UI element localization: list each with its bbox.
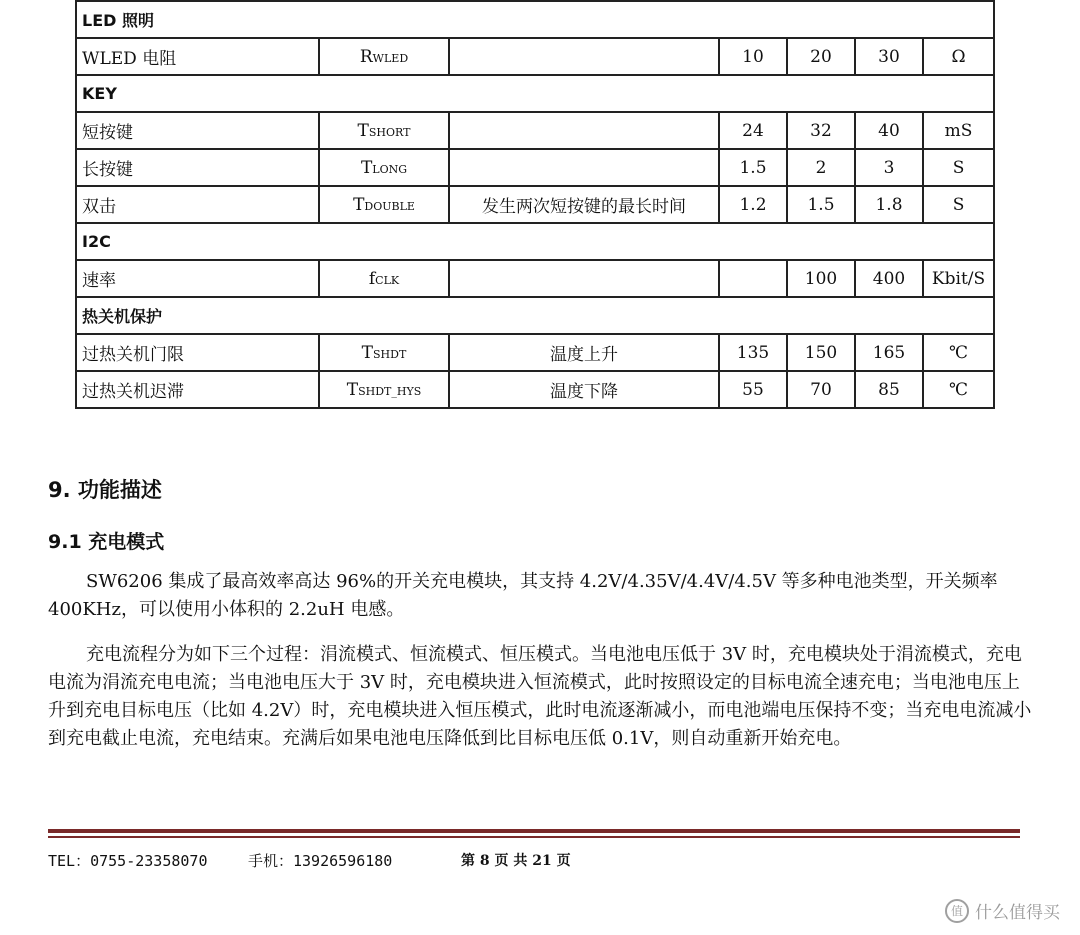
symbol-cell [319, 260, 449, 297]
typ-cell: 100 [787, 260, 855, 297]
footer-rule-thick [48, 829, 1020, 833]
unit-cell: ℃ [923, 371, 994, 408]
symbol-cell [319, 112, 449, 149]
section-title: I2C [76, 223, 994, 260]
min-cell: 1.5 [719, 149, 787, 186]
param-name-cell: 双击 [76, 186, 319, 223]
condition-cell [449, 38, 719, 75]
section-row [76, 223, 994, 260]
param-name-cell: 长按键 [76, 149, 319, 186]
symbol-main: T [353, 194, 365, 215]
symbol-subscript: SHDT [373, 347, 407, 361]
symbol-cell [319, 149, 449, 186]
param-name-cell: WLED 电阻 [76, 38, 319, 75]
symbol-subscript: SHDT_HYS [358, 384, 422, 398]
condition-cell: 发生两次短按键的最长时间 [449, 186, 719, 223]
symbol-main: T [360, 157, 373, 178]
min-cell: 10 [719, 38, 787, 75]
max-cell: 85 [855, 371, 923, 408]
watermark-text: 什么值得买 [975, 903, 1060, 923]
watermark [945, 898, 1060, 923]
min-cell: 55 [719, 371, 787, 408]
condition-cell [449, 112, 719, 149]
symbol-subscript: DOUBLE [364, 199, 415, 213]
section-row [76, 1, 994, 38]
min-cell: 24 [719, 112, 787, 149]
symbol-cell [319, 371, 449, 408]
min-cell: 135 [719, 334, 787, 371]
section-row [76, 75, 994, 112]
spec-table-body [76, 1, 994, 408]
max-cell: 1.8 [855, 186, 923, 223]
unit-cell: ℃ [923, 334, 994, 371]
unit-cell: S [923, 149, 994, 186]
symbol-cell [319, 186, 449, 223]
symbol-subscript: CLK [375, 273, 400, 287]
condition-cell [449, 149, 719, 186]
section-title: 热关机保护 [76, 297, 994, 334]
table-row [76, 112, 994, 149]
section-title: LED 照明 [76, 1, 994, 38]
section-title: KEY [76, 75, 994, 112]
table-row [76, 334, 994, 371]
symbol-subscript: SHORT [368, 125, 411, 139]
section-row [76, 297, 994, 334]
footer-mobile: 手机：13926596180 [248, 852, 393, 870]
symbol-main: T [346, 379, 359, 400]
unit-cell: Ω [923, 38, 994, 75]
symbol-subscript: LONG [372, 162, 408, 176]
min-cell [719, 260, 787, 297]
typ-cell: 2 [787, 149, 855, 186]
max-cell: 400 [855, 260, 923, 297]
table-row [76, 186, 994, 223]
table-row [76, 260, 994, 297]
typ-cell: 1.5 [787, 186, 855, 223]
param-name-cell: 速率 [76, 260, 319, 297]
footer-tel: TEL：0755-23358070 [48, 852, 208, 870]
param-name-cell: 过热关机迟滞 [76, 371, 319, 408]
min-cell: 1.2 [719, 186, 787, 223]
symbol-main: R [359, 46, 373, 67]
unit-cell: Kbit/S [923, 260, 994, 297]
max-cell: 30 [855, 38, 923, 75]
watermark-logo-icon: 值 [945, 899, 969, 923]
param-name-cell: 短按键 [76, 112, 319, 149]
table-row [76, 371, 994, 408]
table-row [76, 38, 994, 75]
symbol-cell [319, 334, 449, 371]
section-heading-9-1: 9.1 充电模式 [48, 531, 165, 553]
unit-cell: S [923, 186, 994, 223]
symbol-cell [319, 38, 449, 75]
symbol-subscript: WLED [372, 51, 409, 65]
paragraph-charge-process: 充电流程分为如下三个过程：涓流模式、恒流模式、恒压模式。当电池电压低于 3V 时，充电模块处于涓流模式，充电电流为涓流充电电流；当电池电压大于 3V 时，充电模块进入恒流模式，此时按照设定的目标电流全速充电；当电池电压上升到充电目标电压（比如 4.2V）时，充电模块进入恒压模式，此时电流逐渐减小，而电池端电压保持不变；当充电电流减小到充电截止电流，充电结束。充满后如果电池电压降低到比目标电压低 0.1V，则自动重新开始充电。 [48, 644, 1032, 749]
condition-cell: 温度下降 [449, 371, 719, 408]
unit-cell: mS [923, 112, 994, 149]
symbol-main: T [361, 342, 374, 363]
table-row [76, 149, 994, 186]
max-cell: 3 [855, 149, 923, 186]
max-cell: 165 [855, 334, 923, 371]
condition-cell [449, 260, 719, 297]
section-heading-9: 9. 功能描述 [48, 478, 162, 502]
typ-cell: 70 [787, 371, 855, 408]
footer-rule-thin [48, 836, 1020, 838]
paragraph-charge-intro: SW6206 集成了最高效率高达 96%的开关充电模块，其支持 4.2V/4.35V/4.4V/4.5V 等多种电池类型，开关频率 400KHz，可以使用小体积的 2.2uH 电感。 [48, 571, 998, 620]
symbol-main: f [368, 268, 376, 289]
condition-cell: 温度上升 [449, 334, 719, 371]
typ-cell: 20 [787, 38, 855, 75]
max-cell: 40 [855, 112, 923, 149]
typ-cell: 150 [787, 334, 855, 371]
param-name-cell: 过热关机门限 [76, 334, 319, 371]
symbol-main: T [357, 120, 369, 141]
footer-page-number: 第 8 页 共 21 页 [461, 853, 571, 869]
spec-table [75, 0, 995, 409]
typ-cell: 32 [787, 112, 855, 149]
